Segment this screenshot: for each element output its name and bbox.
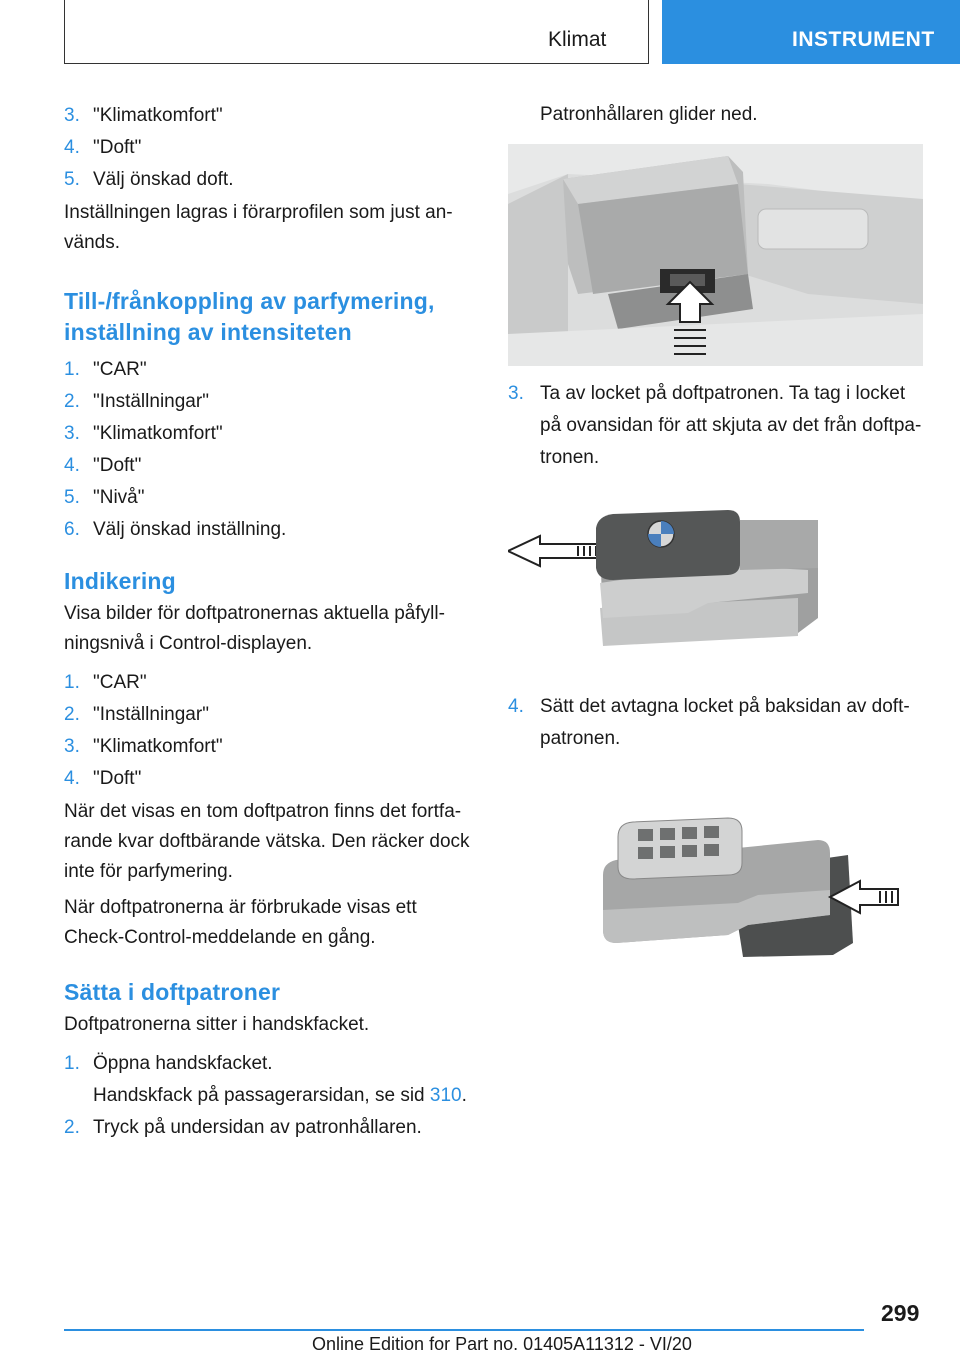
list-item: 2. Tryck på undersidan av patronhållaren. [64, 1117, 422, 1138]
glovebox-figure [508, 144, 923, 366]
paragraph: När det visas en tom doftpatron finns det fortfa-rande kvar doftbärande vätska. Den räcker dock inte för parfymering. [64, 801, 470, 882]
list-item: 4. Sätt det avtagna locket på baksidan av doft-patronen. [508, 696, 910, 749]
list-item: 3. "Klimatkomfort" [64, 423, 223, 444]
list-item: 3. "Klimatkomfort" [64, 105, 223, 126]
list-item: 2. "Inställningar" [64, 704, 209, 725]
list-item: 5. "Nivå" [64, 487, 145, 508]
list-item: 6. Välj önskad inställning. [64, 519, 287, 540]
list-item: 1. "CAR" [64, 359, 147, 380]
list-item: 3. Ta av locket på doftpatronen. Ta tag i locket på ovansidan för att skjuta av det från doftpa-tronen. [508, 383, 922, 468]
page-number: 299 [881, 1300, 920, 1326]
list-b [64, 354, 474, 546]
list-a [64, 100, 474, 196]
footer-divider [64, 1329, 864, 1331]
list-c [64, 667, 474, 795]
section-heading: Indikering [64, 568, 176, 594]
left-column [64, 100, 474, 1144]
section-heading: Sätta i doftpatroner [64, 979, 281, 1005]
list-item: 1. Öppna handskfacket. [64, 1053, 273, 1074]
section-title: Klimat [548, 28, 607, 51]
paragraph: Visa bilder för doftpatronernas aktuella påfyll-ningsnivå i Control-displayen. [64, 603, 445, 654]
footer-edition: Online Edition for Part no. 01405A11312 - VI/20 [312, 1334, 692, 1354]
list-d [64, 1048, 474, 1144]
remove-lid-figure [508, 508, 828, 653]
place-lid-figure [598, 815, 908, 960]
list-item: 3. "Klimatkomfort" [64, 736, 223, 757]
list-item: 1. "CAR" [64, 672, 147, 693]
right-column [508, 100, 928, 960]
paragraph: Doftpatronerna sitter i handskfacket. [64, 1014, 370, 1035]
section-heading: Till-/frånkoppling av parfymering, inställning av intensiteten [64, 288, 435, 345]
paragraph: Inställningen lagras i förarprofilen som just an-vänds. [64, 202, 453, 253]
list-item: 4. "Doft" [64, 137, 142, 158]
list-f [508, 691, 928, 755]
list-item-subtext: Handskfack på passagerarsidan, se sid 310. [93, 1085, 467, 1106]
paragraph: När doftpatronerna är förbrukade visas ett Check-Control-meddelande en gång. [64, 897, 417, 948]
chapter-tab-label: INSTRUMENT [792, 28, 935, 51]
list-item: 4. "Doft" [64, 455, 142, 476]
chapter-tab[interactable] [662, 0, 960, 64]
paragraph: Patronhållaren glider ned. [540, 104, 758, 125]
list-item: 4. "Doft" [64, 768, 142, 789]
page-link[interactable]: 310 [429, 1085, 462, 1106]
list-item: 5. Välj önskad doft. [64, 169, 234, 190]
list-e [508, 378, 928, 474]
list-item: 2. "Inställningar" [64, 391, 209, 412]
